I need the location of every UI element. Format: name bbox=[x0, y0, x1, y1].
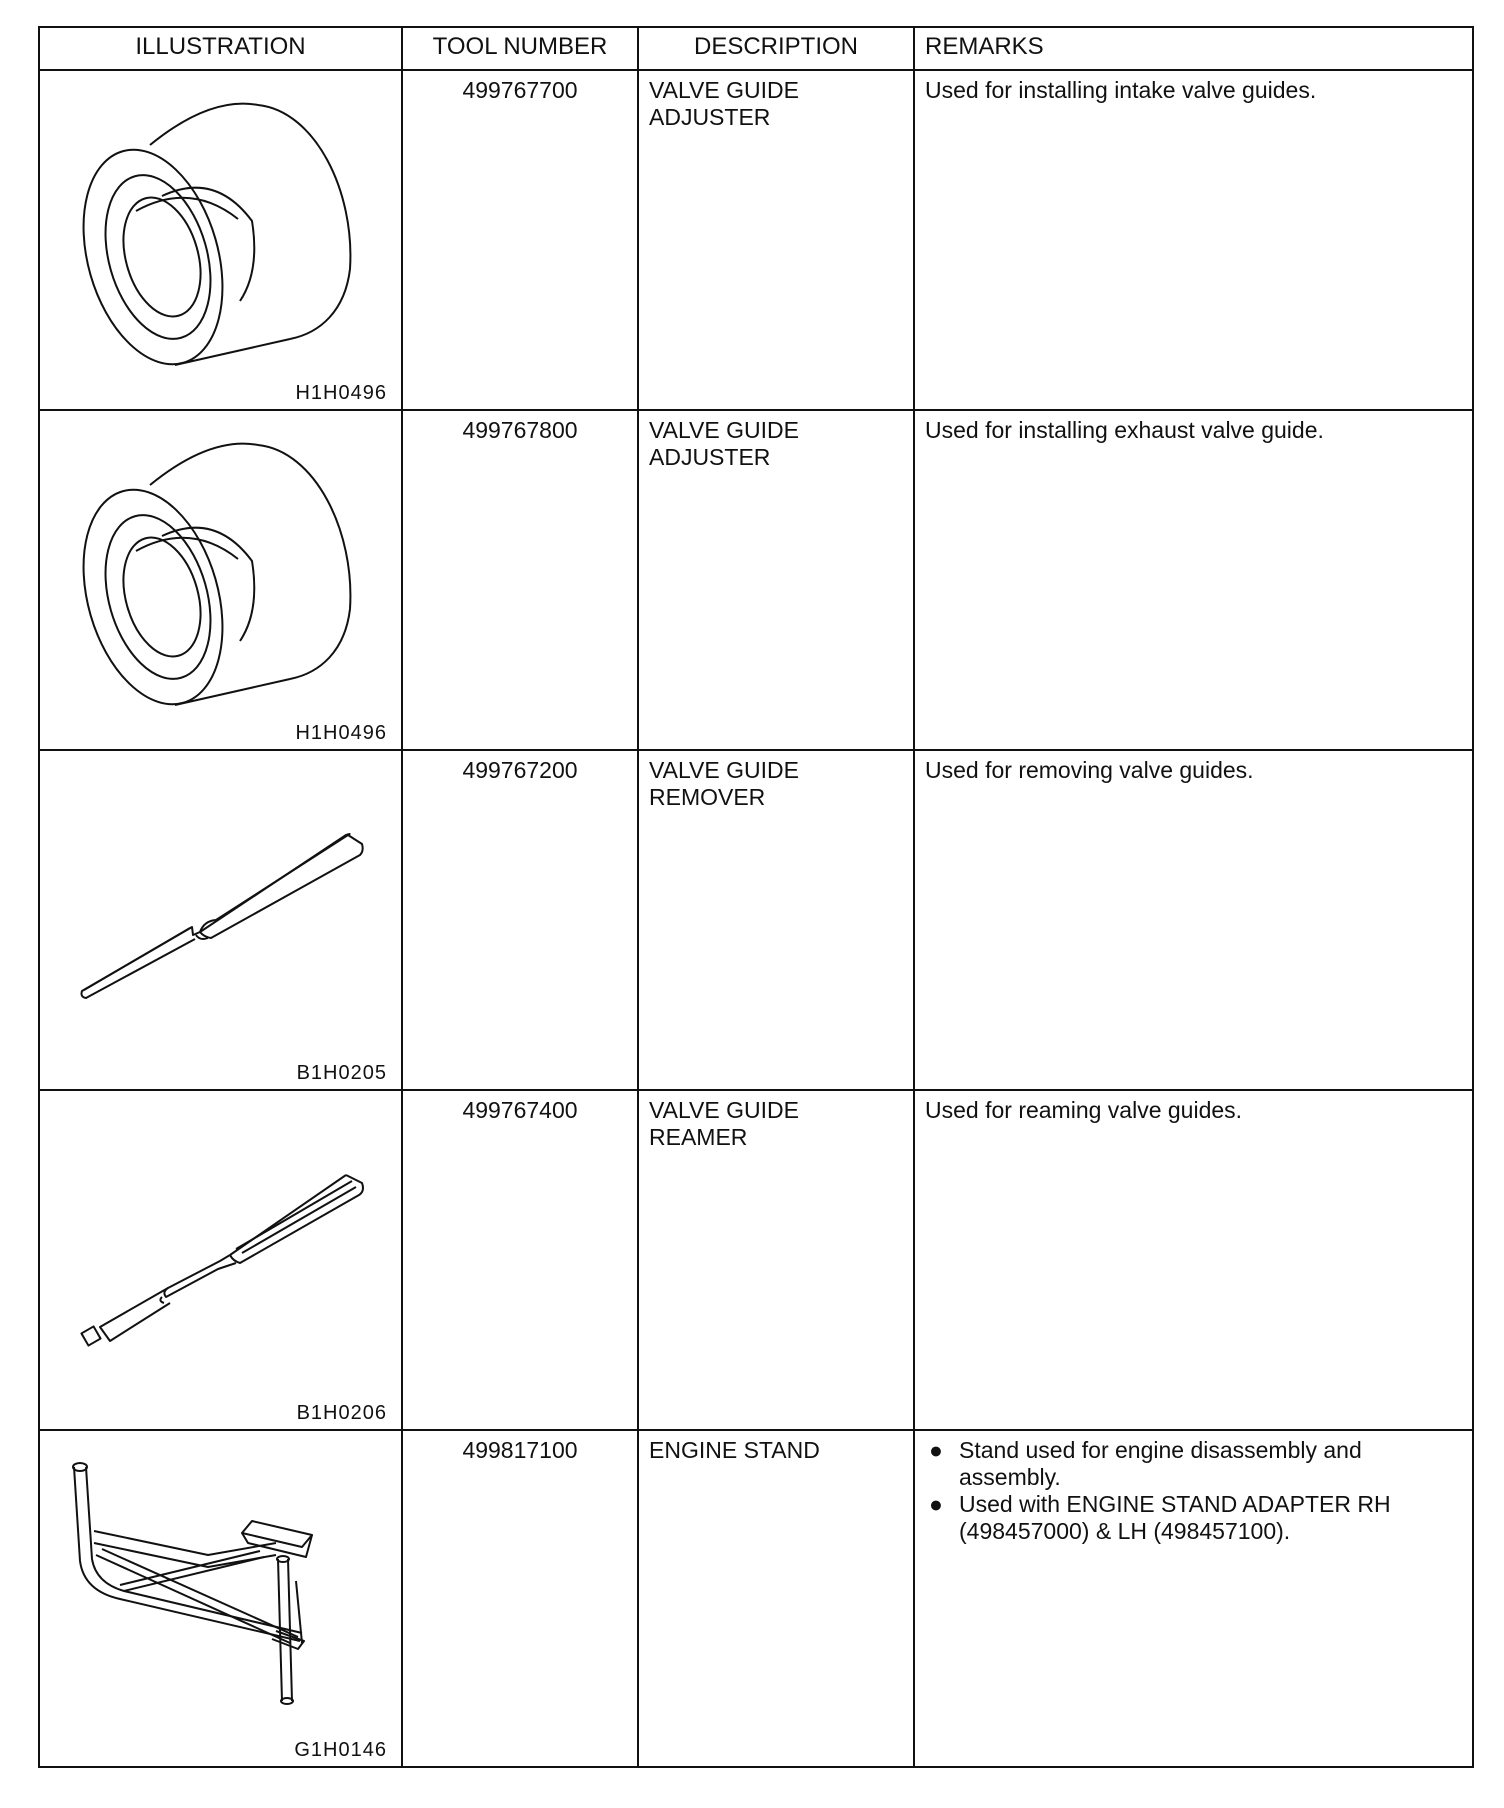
ring-adjuster-icon bbox=[40, 71, 403, 409]
description-line: ENGINE STAND bbox=[649, 1437, 820, 1463]
special-tools-table bbox=[38, 26, 1474, 1768]
remarks-cell bbox=[914, 410, 1473, 750]
remover-rod-icon bbox=[40, 751, 403, 1089]
tool-number-cell bbox=[402, 70, 638, 410]
remarks-cell bbox=[914, 750, 1473, 1090]
figure-code: B1H0206 bbox=[296, 1402, 387, 1424]
remark-text: Used for reaming valve guides. bbox=[925, 1097, 1243, 1123]
illustration-cell bbox=[39, 70, 402, 410]
tool-number-cell bbox=[402, 1430, 638, 1767]
table-row bbox=[39, 410, 1473, 750]
illustration-cell bbox=[39, 1430, 402, 1767]
remark-text: Used for removing valve guides. bbox=[925, 757, 1254, 783]
tool-number-cell bbox=[402, 750, 638, 1090]
remark-bullet-list bbox=[925, 1437, 1462, 1545]
bullet-icon: ● bbox=[929, 1437, 943, 1463]
table-row bbox=[39, 1090, 1473, 1430]
description-cell bbox=[638, 1090, 914, 1430]
header-tool-number: TOOL NUMBER bbox=[402, 27, 638, 70]
figure-code: B1H0205 bbox=[296, 1062, 387, 1084]
description-line: REAMER bbox=[649, 1124, 748, 1150]
remarks-cell bbox=[914, 70, 1473, 410]
remarks-cell bbox=[914, 1430, 1473, 1767]
description-line: VALVE GUIDE bbox=[649, 417, 799, 443]
table-row bbox=[39, 750, 1473, 1090]
list-item bbox=[925, 1437, 1462, 1491]
tool-number: 499767800 bbox=[462, 417, 578, 443]
description-cell bbox=[638, 1430, 914, 1767]
illustration-cell bbox=[39, 1090, 402, 1430]
tool-number: 499767700 bbox=[462, 77, 578, 103]
description-line: ADJUSTER bbox=[649, 444, 771, 470]
tool-number-cell bbox=[402, 410, 638, 750]
description-line: REMOVER bbox=[649, 784, 766, 810]
description-line: VALVE GUIDE bbox=[649, 77, 799, 103]
bullet-icon: ● bbox=[929, 1491, 943, 1517]
tool-number: 499767200 bbox=[462, 757, 578, 783]
table-row bbox=[39, 70, 1473, 410]
illustration-cell bbox=[39, 750, 402, 1090]
tool-number-cell bbox=[402, 1090, 638, 1430]
remark-text: Used for installing intake valve guides. bbox=[925, 77, 1317, 103]
remark-text: Used with ENGINE STAND ADAPTER RH (498457000) & LH (498457100). bbox=[959, 1491, 1391, 1544]
tool-number: 499817100 bbox=[462, 1437, 578, 1463]
description-cell bbox=[638, 70, 914, 410]
table-row bbox=[39, 1430, 1473, 1767]
header-description: DESCRIPTION bbox=[638, 27, 914, 70]
figure-code: G1H0146 bbox=[294, 1739, 387, 1761]
table-header-row bbox=[39, 27, 1473, 70]
remark-text: Stand used for engine disassembly and assembly. bbox=[959, 1437, 1362, 1490]
figure-code: H1H0496 bbox=[295, 382, 387, 404]
reamer-icon bbox=[40, 1091, 403, 1429]
description-line: ADJUSTER bbox=[649, 104, 771, 130]
header-remarks: REMARKS bbox=[914, 27, 1473, 70]
description-cell bbox=[638, 750, 914, 1090]
header-illustration: ILLUSTRATION bbox=[39, 27, 402, 70]
figure-code: H1H0496 bbox=[295, 722, 387, 744]
remarks-cell bbox=[914, 1090, 1473, 1430]
description-line: VALVE GUIDE bbox=[649, 757, 799, 783]
tool-number: 499767400 bbox=[462, 1097, 578, 1123]
description-cell bbox=[638, 410, 914, 750]
remark-text: Used for installing exhaust valve guide. bbox=[925, 417, 1324, 443]
description-line: VALVE GUIDE bbox=[649, 1097, 799, 1123]
illustration-cell bbox=[39, 410, 402, 750]
engine-stand-icon bbox=[40, 1431, 403, 1766]
ring-adjuster-icon bbox=[40, 411, 403, 749]
list-item bbox=[925, 1491, 1462, 1545]
